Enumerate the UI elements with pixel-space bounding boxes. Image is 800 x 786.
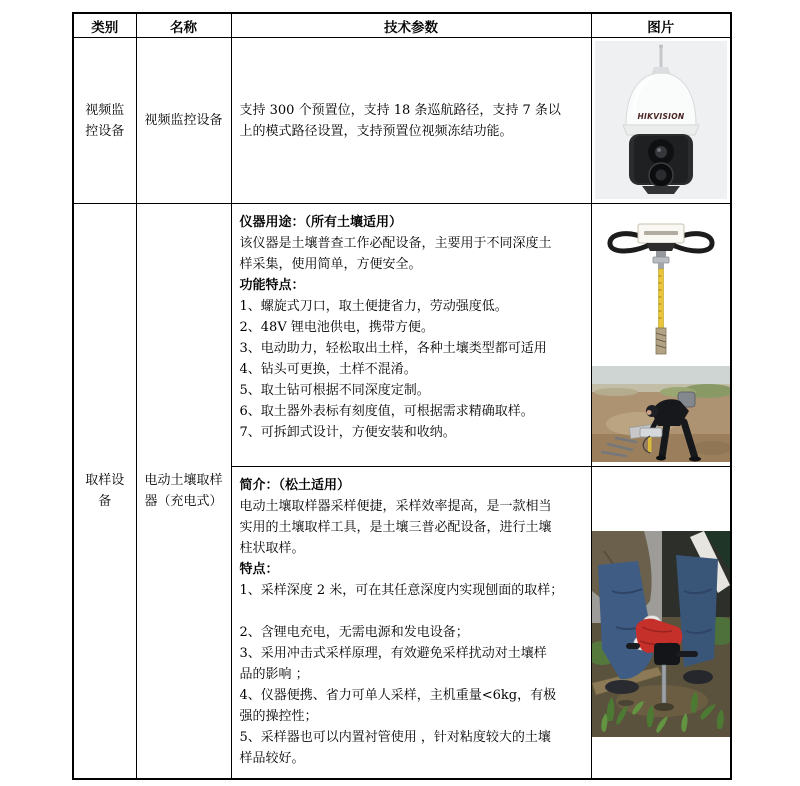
row1-params-cell (231, 38, 591, 204)
row2b-image-cell (591, 467, 731, 780)
text-line: 支持 300 个预置位，支持 18 条巡航路径，支持 7 条以 (239, 102, 561, 118)
text-line: 品的影响 ； (239, 667, 309, 682)
text-line: 功能特点： (239, 278, 305, 293)
text-line: 2、含锂电充电，无需电源和发电设备； (239, 625, 469, 640)
row1-image-cell (591, 38, 731, 204)
row1-name: 视频监控设备 (136, 38, 231, 204)
row2-paramsB-cell (231, 467, 591, 780)
ptz-dome-camera-photo (595, 41, 727, 199)
text-line: 实用的土壤取样工具，是土壤三普必配设备，进行土壤 (239, 520, 552, 535)
row-video-surveillance (73, 38, 731, 204)
text-line: 7、可拆卸式设计，方便安装和收纳。 (239, 425, 456, 440)
text-line: 3、采用冲击式采样原理，有效避免采样扰动对土壤样 (239, 646, 547, 661)
text-line: 4、仪器便携、省力可单人采样，主机重量<6kg，有极 (239, 688, 557, 703)
row1-category: 视频监控设备 (73, 38, 136, 204)
text-line: 上的模式路径设置，支持预置位视频冻结功能。 (239, 123, 513, 139)
garden-sampling-photo (592, 531, 730, 737)
text-line: 简介：（松土适用） (239, 478, 351, 493)
text-line: 柱状取样。 (239, 541, 305, 556)
header-params: 技术参数 (231, 13, 591, 38)
header-name: 名称 (136, 13, 231, 38)
header-row (73, 13, 731, 38)
text-line: 5、采样器也可以内置衬管使用 ，针对粘度较大的土壤 (239, 730, 551, 745)
text-line: 3、电动助力，轻松取出土样，各种土壤类型都可适用 (239, 341, 547, 356)
text-line: 仪器用途：（所有土壤适用） (239, 215, 403, 230)
row2-name: 电动土壤取样器（充电式） (136, 204, 231, 780)
header-category: 类别 (73, 13, 136, 38)
row2-category: 取样设备 (73, 204, 136, 780)
text-line: 6、取土器外表标有刻度值，可根据需求精确取样。 (239, 404, 534, 419)
text-line: 特点： (239, 562, 279, 577)
equipment-spec-table (72, 12, 732, 780)
header-image: 图片 (591, 13, 731, 38)
row2-paramsB-text (232, 467, 591, 769)
text-line: 1、采样深度 2 米，可在其任意深度内实现刨面的取样； (239, 583, 564, 598)
text-line (240, 601, 587, 622)
camera-brand-text: HIKVISION (637, 112, 685, 121)
row2-paramsA-text (232, 204, 591, 443)
electric-soil-sampler-photo (596, 208, 726, 364)
row-sampling-equipment-a (73, 204, 731, 467)
row1-params-text (232, 100, 591, 142)
text-line: 样采集，使用简单，方便安全。 (239, 257, 422, 272)
text-line: 2、48V 锂电池供电，携带方便。 (239, 320, 434, 335)
text-line: 4、钻头可更换，土样不混淆。 (239, 362, 417, 377)
text-line: 5、取土钻可根据不同深度定制。 (239, 383, 430, 398)
text-line: 样品较好。 (239, 751, 305, 766)
row2-paramsA-cell (231, 204, 591, 467)
text-line: 电动土壤取样器采样便捷，采样效率提高，是一款相当 (239, 499, 552, 514)
text-line: 强的操控性； (239, 709, 318, 724)
text-line: 1、螺旋式刀口，取土便捷省力，劳动强度低。 (239, 299, 508, 314)
row2a-image-cell (591, 204, 731, 467)
field-sampling-photo (592, 366, 730, 462)
text-line: 该仪器是土壤普查工作必配设备，主要用于不同深度土 (239, 236, 552, 251)
